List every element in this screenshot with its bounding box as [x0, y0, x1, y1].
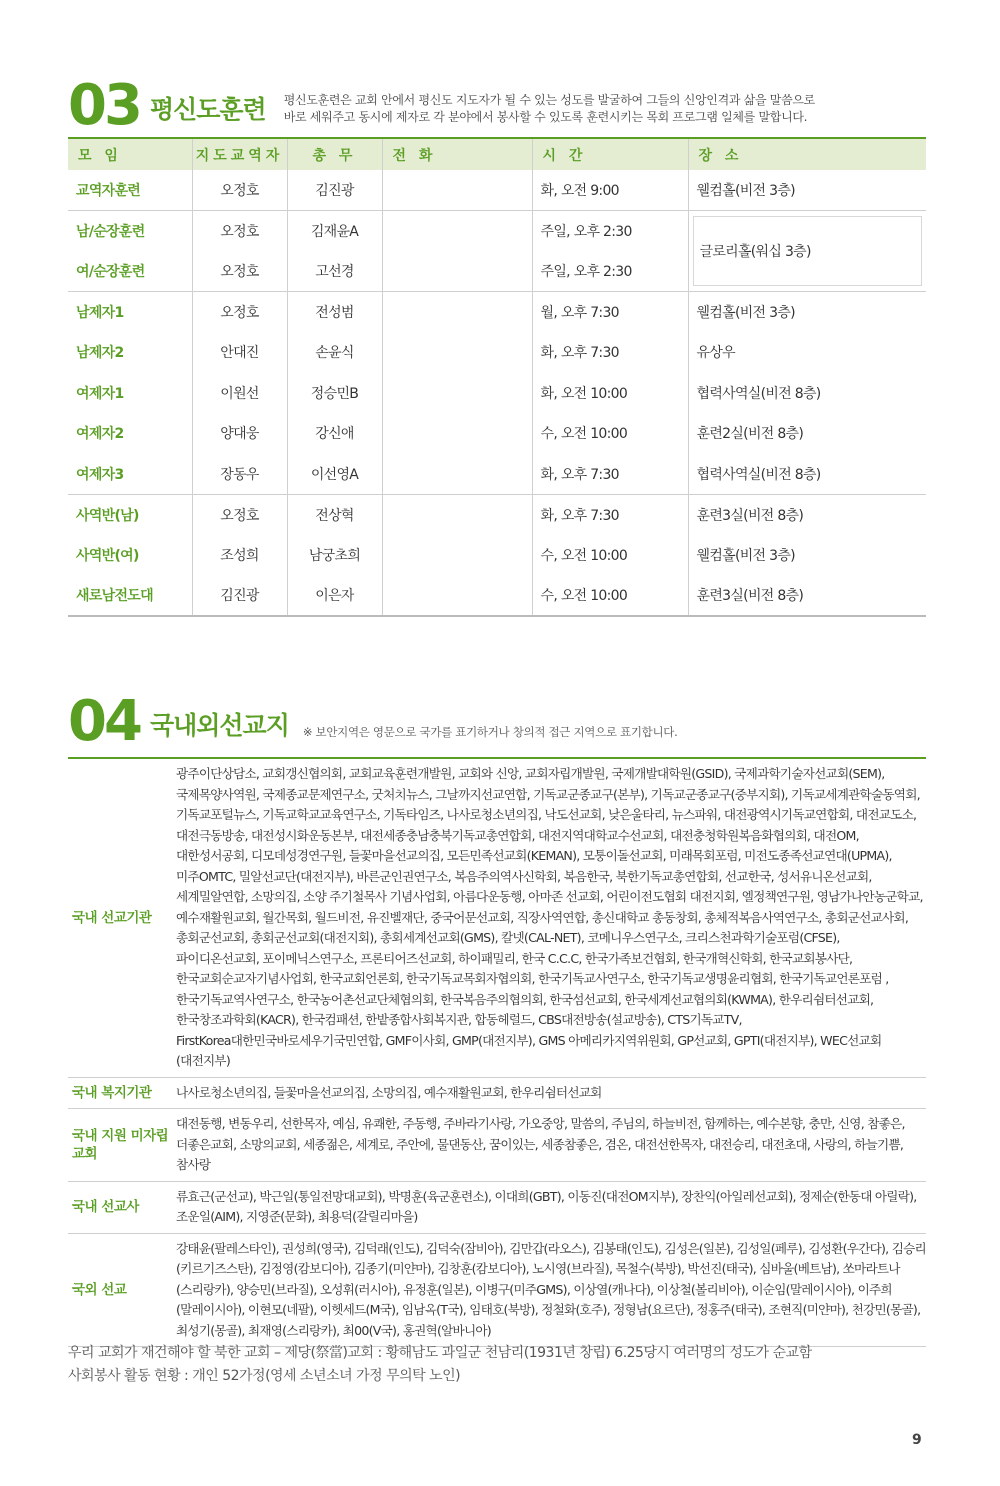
time-cell: 화, 오전 10:00 — [532, 373, 688, 414]
manager-cell: 고선경 — [287, 251, 382, 292]
table-row — [68, 332, 926, 373]
phone-cell — [382, 373, 532, 414]
meeting-cell: 사역반(여) — [76, 547, 139, 564]
mission-text: 나사로청소년의집, 들꽃마을선교의집, 소망의집, 예수재활원교회, 한우리쉼터선교회 — [176, 1084, 602, 1100]
meeting-cell: 여제자1 — [76, 385, 124, 402]
leader-cell: 양대웅 — [192, 413, 287, 454]
place-text: 글로리홀(워십 3층) — [699, 244, 811, 260]
place-cell: 유상우 — [688, 332, 926, 373]
mission-row-domestic-agencies — [68, 759, 926, 1078]
section-03-title: 평신도훈련 — [149, 95, 266, 124]
leader-cell: 오정호 — [192, 292, 287, 333]
meeting-cell: 교역자훈련 — [76, 183, 141, 199]
manager-cell: 남궁초희 — [287, 535, 382, 576]
header-phone: 전 화 — [382, 138, 532, 170]
meeting-cell: 남제자2 — [76, 345, 124, 362]
mission-row-domestic-missionaries — [68, 1182, 926, 1234]
place-cell: 웰컴홀(비전 3층) — [688, 170, 926, 211]
manager-cell: 정승민B — [287, 373, 382, 414]
header-place: 장 소 — [688, 138, 926, 170]
mission-text: 대전동행, 변동우리, 선한목자, 예심, 유쾌한, 주동행, 주바라기사랑, 가오중앙, 말씀의, 주님의, 하늘비전, 함께하는, 예수본향, 충만, 신영, 참좋은, 더좋은교회, 소망의교회, 세종젊은, 세계로, 주안에, 물댄동산, 꿈이있는, 세종참좋은, 겸온, 대전선한목자, 대전승리, 대전초대, 사랑의, 하늘기쁨, 참사랑 — [176, 1116, 905, 1172]
phone-cell — [382, 251, 532, 292]
leader-cell: 김진광 — [192, 575, 287, 616]
time-cell: 화, 오후 7:30 — [532, 494, 688, 535]
leader-cell: 조성희 — [192, 535, 287, 576]
phone-cell — [382, 494, 532, 535]
meeting-cell: 새로남전도대 — [68, 575, 192, 616]
page-number: 9 — [912, 1432, 922, 1448]
header-manager: 총 무 — [287, 138, 382, 170]
mission-label: 국내 지원 미자립교회 — [72, 1127, 169, 1162]
place-cell: 협력사역실(비전 8층) — [688, 373, 926, 414]
table-row — [68, 292, 926, 333]
time-cell: 주일, 오후 2:30 — [532, 251, 688, 292]
manager-cell: 강신애 — [287, 413, 382, 454]
place-cell: 웰컴홀(비전 3층) — [688, 292, 926, 333]
meeting-cell: 남/순장훈련 — [68, 211, 192, 252]
mission-text: 강태윤(팔레스타인), 권성희(영국), 김덕래(인도), 김덕숙(잠비아), 김만갑(라오스), 김봉태(인도), 김성은(일본), 김성일(페루), 김성환(우간다), 김승리(키르기즈스탄), 김정영(캄보디아), 김종기(미얀마), 김창훈(캄보디아), 노시영(브라질), 목철수(북방), 박선진(태국), 심바울(베트남), 쏘마라트나(스리랑카), 양승민(브라질), 오성휘(러시아), 유정훈(일본), 이병구(미주GMS), 이상열(캐나다), 이상철(볼리비아), 이순임(말레이시아), 이주희(말레이시아), 이현모(네팔), 이헷세드(M국), 임남옥(T국), 임태호(북방), 정철화(호주), 정형남(요르단), 정홍주(태국), 조현직(미얀마), 천강민(몽골), 최성기(몽골), 최재영(스리랑카), 최00(V국), 홍권혁(알바니아) — [176, 1240, 926, 1338]
mission-text: 류효근(군선교), 박근일(통일전망대교회), 박명훈(육군훈련소), 이대희(GBT), 이동진(대전OM지부), 장찬익(아일레선교회), 정제순(한동대 아릴락), 조운일(AIM), 지영준(문화), 최용덕(갈릴리마을) — [176, 1188, 917, 1224]
table-row — [68, 373, 926, 414]
merged-place-box — [693, 216, 923, 286]
table-row — [68, 454, 926, 495]
leader-cell: 장동우 — [192, 454, 287, 495]
mission-row-supported-churches — [68, 1109, 926, 1182]
meeting-cell: 여제자2 — [76, 426, 124, 443]
mission-label: 국내 선교사 — [72, 1199, 139, 1215]
leader-cell: 오정호 — [192, 494, 287, 535]
section-04-note: ※ 보안지역은 영문으로 국가를 표기하거나 창의적 접근 지역으로 표기합니다. — [302, 725, 678, 739]
phone-cell — [382, 332, 532, 373]
section-03-description — [284, 92, 815, 126]
leader-cell: 안대진 — [192, 332, 287, 373]
time-cell: 수, 오전 10:00 — [532, 413, 688, 454]
time-cell: 화, 오후 7:30 — [532, 332, 688, 373]
manager-cell: 김진광 — [287, 170, 382, 211]
place-cell: 웰컴홀(비전 3층) — [688, 535, 926, 576]
leader-cell: 오정호 — [192, 251, 287, 292]
leader-cell: 오정호 — [192, 211, 287, 252]
leader-cell: 이원선 — [192, 373, 287, 414]
section-03-header — [68, 73, 815, 138]
section-03-number: 03 — [68, 73, 140, 138]
section-03-desc-line1: 평신도훈련은 교회 안에서 평신도 지도자가 될 수 있는 성도를 발굴하여 그들의 신앙인격과 삶을 말씀으로 — [283, 93, 815, 107]
section-04-header — [68, 689, 678, 754]
section-04-number: 04 — [68, 689, 140, 754]
table-row — [68, 535, 926, 576]
header-time: 시 간 — [532, 138, 688, 170]
training-schedule-table — [68, 137, 926, 617]
mission-label: 국내 복지기관 — [72, 1084, 152, 1101]
place-cell: 훈련2실(비전 8층) — [688, 413, 926, 454]
mission-row-welfare — [68, 1078, 926, 1110]
place-cell: 훈련3실(비전 8층) — [688, 494, 926, 535]
footer-line-north-korea-church: 우리 교회가 재건해야 할 북한 교회 – 제당(祭當)교회 : 황해남도 과일군 천남리(1931년 창립) 6.25당시 여러명의 성도가 순교함 — [68, 1345, 812, 1361]
time-cell: 주일, 오후 2:30 — [532, 211, 688, 252]
table-row — [68, 211, 926, 252]
footer-line-social-service: 사회봉사 활동 현황 : 개인 52가정(영세 소년소녀 가정 무의탁 노인) — [68, 1368, 461, 1384]
manager-cell: 전상혁 — [287, 494, 382, 535]
header-leader: 지도교역자 — [192, 138, 287, 170]
phone-cell — [382, 292, 532, 333]
leader-cell: 오정호 — [192, 170, 287, 211]
phone-cell — [382, 535, 532, 576]
section-03-desc-line2: 바로 세워주고 동시에 제자로 각 분야에서 봉사할 수 있도록 훈련시키는 목회 프로그램 일체를 말합니다. — [283, 110, 808, 124]
phone-cell — [382, 170, 532, 211]
table-row — [68, 575, 926, 616]
meeting-cell: 여제자3 — [76, 466, 124, 483]
meeting-cell: 여/순장훈련 — [76, 264, 145, 280]
place-cell: 훈련3실(비전 8층) — [688, 575, 926, 616]
mission-text: 광주이단상담소, 교회갱신협의회, 교회교육훈련개발원, 교회와 신앙, 교회자립개발원, 국제개발대학원(GSID), 국제과학기술자선교회(SEM), 국제목양사역원, 국제종교문제연구소, 굿처치뉴스, 그날까지선교연합, 기독교군종교구(본부), 기독교군종교구(중부지회), 기독교세계관학술동역회, 기독교포털뉴스, 기독교학교교육연구소, 기독타임즈, 나사로청소년의집, 낙도선교회, 낮은울타리, 뉴스파워, 대전광역시기독교연합회, 대전교도소, 대전극동방송, 대전성시화운동본부, 대전세종충남충북기독교총연합회, 대전지역대학교수선교회, 대전충청학원복음화협의회, 대전OM, 대한성서공회, 디모데성경연구원, 들꽃마을선교의집, 모든민족선교회(KEMAN), 모퉁이돌선교회, 미래목회포럼, 미전도종족선교연대(UPMA), 미주OMTC, 밀알선교단(대전지부), 바른군인권연구소, 복음주의역사신학회, 복음한국, 북한기독교총연합회, 선교한국, 성서유니온선교회, 세계밀알연합, 소망의집, 소양 주기철목사 기념사업회, 아름다운동행, 아마존 선교회, 어린이전도협회 대전지회, 엘정책연구원, 영남가나안농군학교, 예수재활원교회, 월간목회, 월드비전, 유진벨재단, 중국어문선교회, 직장사역연합, 총신대학교 총동창회, 총체적복음사역연구소, 총회군선교사회, 총회군선교회, 총회군선교회(대전지회), 총회세계선교회(GMS), 칼넷(CAL-NET), 코메니우스연구소, 크리스천과학기술포럼(CFSE), 파이디온선교회, 포이메닉스연구소, 프론티어즈선교회, 하이패밀리, 한국 C.C.C, 한국가족보건협회, 한국개혁신학회, 한국교회봉사단, 한국교회순교자기념사업회, 한국교회언론회, 한국기독교목회자협의회, 한국기독교사연구소, 한국기독교생명윤리협회, 한국기독교언론포럼 , 한국기독교역사연구소, 한국농어촌선교단체협의회, 한국복음주의협의회, 한국섬선교회, 한국세계선교협의회(KWMA), 한우리쉼터선교회, 한국창조과학회(KACR), 한국컴패션, 한밭종합사회복지관, 합동헤럴드, CBS대전방송(설교방송), CTS기독교TV, FirstKorea대한민국바로세우기국민연합, GMF이사회, GMP(대전지부), GMS 아메리카지역위원회, GP선교회, GPTI(대전지부), WEC선교회(대전지부) — [176, 766, 923, 1068]
phone-cell — [382, 454, 532, 495]
manager-cell: 전성범 — [287, 292, 382, 333]
time-cell: 화, 오후 7:30 — [532, 454, 688, 495]
time-cell: 수, 오전 10:00 — [532, 575, 688, 616]
phone-cell — [382, 211, 532, 252]
section-04-title: 국내외선교지 — [149, 711, 289, 740]
time-cell: 월, 오후 7:30 — [532, 292, 688, 333]
manager-cell: 김재윤A — [287, 211, 382, 252]
table-row — [68, 170, 926, 211]
table-row — [68, 413, 926, 454]
mission-row-overseas — [68, 1234, 926, 1348]
time-cell: 화, 오전 9:00 — [532, 170, 688, 211]
meeting-cell: 사역반(남) — [68, 494, 192, 535]
phone-cell — [382, 413, 532, 454]
mission-list — [68, 757, 926, 1347]
place-cell-merged — [688, 211, 926, 292]
place-cell: 협력사역실(비전 8층) — [688, 454, 926, 495]
table-header-row — [68, 138, 926, 170]
mission-label: 국내 선교기관 — [72, 909, 152, 926]
mission-label: 국외 선교 — [72, 1281, 127, 1298]
phone-cell — [382, 575, 532, 616]
header-meeting: 모 임 — [68, 138, 192, 170]
meeting-cell: 남제자1 — [68, 292, 192, 333]
table-row — [68, 494, 926, 535]
manager-cell: 손윤식 — [287, 332, 382, 373]
time-cell: 수, 오전 10:00 — [532, 535, 688, 576]
manager-cell: 이은자 — [287, 575, 382, 616]
manager-cell: 이선영A — [287, 454, 382, 495]
